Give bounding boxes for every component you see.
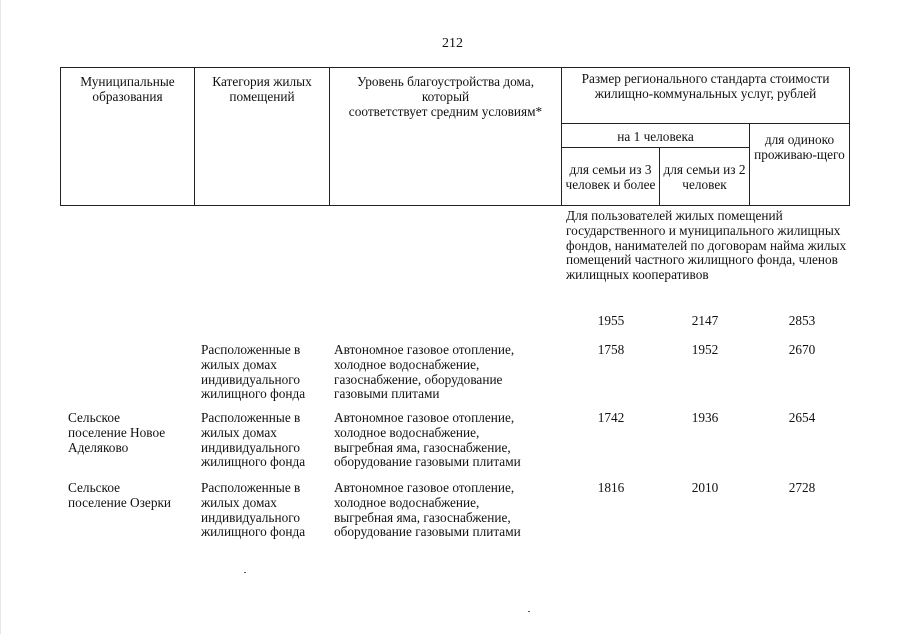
- row3-level-line: оборудование газовыми плитами: [334, 524, 521, 540]
- row2-level-line: Автономное газовое отопление,: [334, 410, 515, 425]
- row2-level-line: оборудование газовыми плитами: [334, 454, 521, 470]
- header-level-line1: Уровень благоустройства дома, который: [356, 74, 535, 104]
- row2-single: 2654: [788, 410, 816, 425]
- row2-family3: 1742: [597, 410, 625, 425]
- row2-category-line: жилых домах: [201, 424, 277, 440]
- row2-category-line: индивидуального: [201, 439, 300, 455]
- row3-level-line: холодное водоснабжение,: [334, 494, 480, 510]
- row2-municipality-line: Сельское: [68, 410, 121, 425]
- header-family2: для семьи из 2 человек: [660, 148, 750, 206]
- row2-category-line: жилищного фонда: [201, 454, 306, 470]
- row1-single: 2670: [788, 342, 816, 357]
- row2-level: [334, 411, 521, 470]
- row2-category-line: Расположенные в: [201, 410, 301, 425]
- row1-level-line: газоснабжение, оборудование: [334, 371, 503, 387]
- row2-municipality: [68, 411, 165, 455]
- row3-category: [201, 481, 305, 540]
- row1-category-line: жилищного фонда: [201, 386, 306, 402]
- tariff-table-header: [60, 67, 850, 206]
- page-number: 212: [442, 36, 463, 51]
- note-value-family3: 1955: [597, 313, 625, 328]
- scan-edge: [0, 0, 1, 634]
- row1-family3: 1758: [597, 342, 625, 357]
- header-per-person: на 1 человека: [562, 124, 750, 148]
- row3-family2: 2010: [691, 480, 719, 495]
- row3-category-line: Расположенные в: [201, 480, 301, 495]
- row1-level: [334, 343, 514, 402]
- row1-category-line: Расположенные в: [201, 342, 301, 357]
- row2-family2: 1936: [691, 410, 719, 425]
- row1-category: [201, 343, 305, 402]
- note-value-family2: 2147: [691, 313, 719, 328]
- header-single: для одиноко проживаю-щего: [750, 124, 850, 206]
- scan-speck: [244, 572, 246, 573]
- category-note: Для пользователей жилых помещений государственного и муниципального жилищных фондов, нанимателей по договорам найма жилых помещений частного жилищного фонда, членов жилищных кооперативов: [566, 208, 847, 283]
- scan-speck: [528, 611, 530, 612]
- note-value-single: 2853: [788, 313, 816, 328]
- row3-single: 2728: [788, 480, 816, 495]
- row3-family3: 1816: [597, 480, 625, 495]
- header-category: Категория жилых помещений: [195, 68, 330, 206]
- header-level-line2: соответствует средним условиям*: [348, 104, 543, 119]
- header-group-line1: Размер регионального стандарта стоимости: [581, 71, 830, 86]
- row2-category: [201, 411, 305, 470]
- row3-municipality: [68, 481, 171, 511]
- row3-municipality-line: Сельское: [68, 480, 121, 495]
- row3-category-line: жилищного фонда: [201, 524, 306, 540]
- row3-level-line: Автономное газовое отопление,: [334, 480, 515, 495]
- header-level: [330, 68, 562, 206]
- row3-level: [334, 481, 521, 540]
- row1-category-line: индивидуального: [201, 371, 300, 387]
- header-group-line2: жилищно-коммунальных услуг, рублей: [594, 86, 817, 101]
- row3-level-line: выгребная яма, газоснабжение,: [334, 509, 511, 525]
- row2-level-line: холодное водоснабжение,: [334, 424, 480, 440]
- row2-municipality-line: Аделяково: [68, 439, 129, 455]
- row3-category-line: индивидуального: [201, 509, 300, 525]
- row2-municipality-line: поселение Новое: [68, 424, 166, 440]
- row1-level-line: холодное водоснабжение,: [334, 356, 480, 372]
- row1-level-line: Автономное газовое отопление,: [334, 342, 515, 357]
- row1-level-line: газовыми плитами: [334, 386, 440, 402]
- header-municipality: Муниципальные образования: [61, 68, 195, 206]
- row1-family2: 1952: [691, 342, 719, 357]
- header-family3: для семьи из 3 человек и более: [562, 148, 660, 206]
- row1-category-line: жилых домах: [201, 356, 277, 372]
- row3-category-line: жилых домах: [201, 494, 277, 510]
- header-group-title: [562, 68, 850, 124]
- row3-municipality-line: поселение Озерки: [68, 494, 172, 510]
- row2-level-line: выгребная яма, газоснабжение,: [334, 439, 511, 455]
